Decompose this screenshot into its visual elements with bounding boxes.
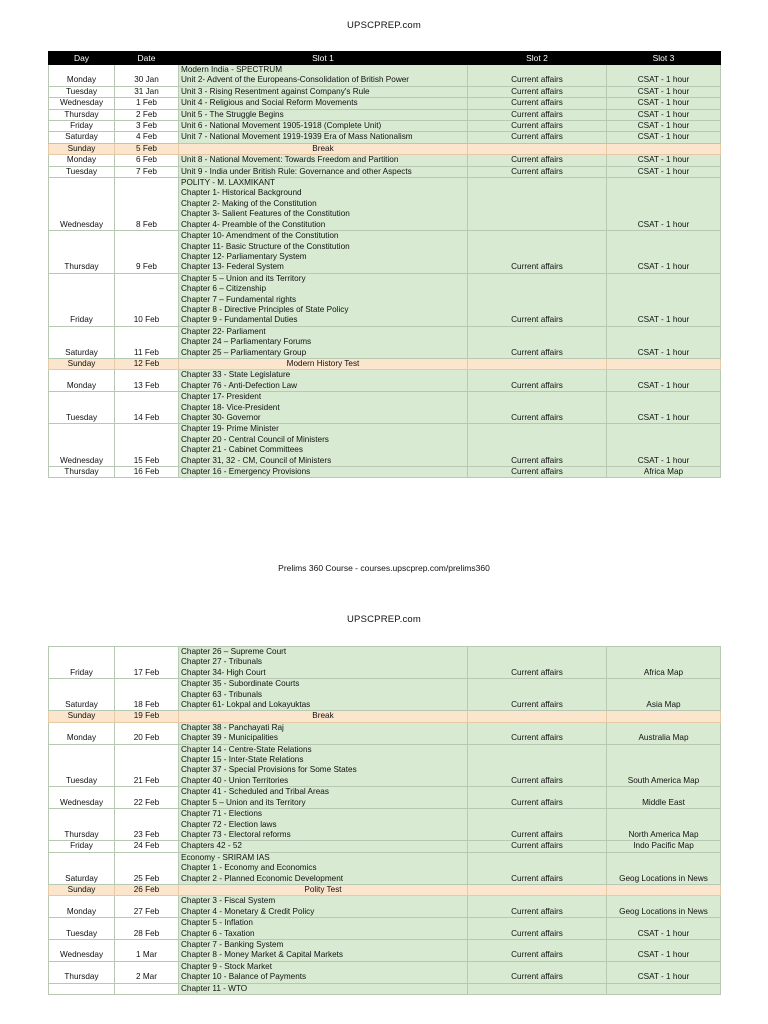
- slot-1-line: Chapter 16 - Emergency Provisions: [181, 467, 311, 477]
- cell-slot-3: [607, 884, 721, 895]
- cell-slot-3: South America Map: [607, 744, 721, 787]
- cell-date: 19 Feb: [115, 711, 179, 722]
- slot-1-line: Chapter 3- Salient Features of the Constitution: [181, 209, 350, 219]
- table-row: [49, 939, 721, 961]
- table-row: [49, 787, 721, 809]
- slot-1-line: Chapter 76 - Anti-Defection Law: [181, 380, 298, 390]
- slot-1-line: Unit 8 - National Movement: Towards Freedom and Partition: [181, 155, 399, 165]
- cell-slot-2: [468, 178, 607, 231]
- table-row: [49, 647, 721, 679]
- slot-1-line: Unit 6 - National Movement 1905-1918 (Complete Unit): [181, 121, 382, 131]
- cell-day: Saturday: [49, 132, 115, 143]
- cell-day: Monday: [49, 65, 115, 87]
- table-row: [49, 132, 721, 143]
- slot-1-line: Chapter 8 - Directive Principles of State Policy: [181, 304, 349, 314]
- cell-slot-1: [179, 370, 468, 392]
- slot-1-line: Polity Test: [304, 884, 342, 894]
- slot-1-line: Chapter 3 - Fiscal System: [181, 896, 276, 906]
- cell-slot-1: [179, 166, 468, 177]
- cell-slot-3: CSAT - 1 hour: [607, 939, 721, 961]
- cell-slot-3: CSAT - 1 hour: [607, 98, 721, 109]
- slot-1-line: Economy - SRIRAM IAS: [181, 852, 270, 862]
- cell-day: [49, 983, 115, 994]
- schedule-table-page-1: [48, 51, 721, 478]
- table-row: [49, 918, 721, 940]
- cell-slot-3: CSAT - 1 hour: [607, 273, 721, 326]
- cell-slot-1: [179, 86, 468, 97]
- cell-slot-2: Current affairs: [468, 918, 607, 940]
- cell-slot-3: Africa Map: [607, 467, 721, 478]
- slot-1-line: Chapter 40 - Union Territories: [181, 775, 289, 785]
- cell-date: 3 Feb: [115, 121, 179, 132]
- slot-1-line: Chapter 4- Preamble of the Constitution: [181, 219, 326, 229]
- cell-slot-3: Geog Locations in News: [607, 896, 721, 918]
- slot-1-line: Chapter 25 – Parliamentary Group: [181, 347, 307, 357]
- cell-day: Tuesday: [49, 86, 115, 97]
- cell-slot-3: CSAT - 1 hour: [607, 178, 721, 231]
- cell-slot-1: [179, 744, 468, 787]
- slot-1-line: Chapter 31, 32 - CM, Council of Ministers: [181, 455, 332, 465]
- cell-date: 15 Feb: [115, 424, 179, 467]
- cell-date: 28 Feb: [115, 918, 179, 940]
- slot-1-line: Chapter 61- Lokpal and Lokayuktas: [181, 700, 311, 710]
- holiday-row: [49, 884, 721, 895]
- cell-date: 23 Feb: [115, 809, 179, 841]
- cell-day: Saturday: [49, 326, 115, 358]
- cell-date: 2 Mar: [115, 961, 179, 983]
- cell-date: 17 Feb: [115, 647, 179, 679]
- cell-date: 20 Feb: [115, 722, 179, 744]
- slot-1-line: Chapter 71 - Elections: [181, 809, 263, 819]
- slot-1-line: Chapter 9 - Fundamental Duties: [181, 315, 298, 325]
- cell-slot-1: [179, 841, 468, 852]
- cell-date: 24 Feb: [115, 841, 179, 852]
- cell-date: 9 Feb: [115, 231, 179, 274]
- cell-slot-1: [179, 109, 468, 120]
- header-date: Date: [115, 52, 179, 65]
- site-title-page-2: UPSCPREP.com: [346, 614, 422, 625]
- cell-slot-3: CSAT - 1 hour: [607, 231, 721, 274]
- cell-date: 13 Feb: [115, 370, 179, 392]
- cell-slot-2: Current affairs: [468, 98, 607, 109]
- slot-1-line: Chapter 7 – Fundamental rights: [181, 294, 297, 304]
- table-row: [49, 370, 721, 392]
- cell-slot-2: Current affairs: [468, 273, 607, 326]
- table-row: [49, 679, 721, 711]
- table-row: [49, 166, 721, 177]
- cell-slot-3: CSAT - 1 hour: [607, 121, 721, 132]
- cell-slot-3: CSAT - 1 hour: [607, 132, 721, 143]
- cell-slot-3: [607, 711, 721, 722]
- slot-1-line: Break: [312, 711, 334, 721]
- slot-1-line: Chapter 1- Historical Background: [181, 188, 302, 198]
- cell-date: 11 Feb: [115, 326, 179, 358]
- slot-1-line: Chapter 6 – Citizenship: [181, 284, 267, 294]
- cell-slot-2: [468, 711, 607, 722]
- table-row: [49, 326, 721, 358]
- cell-date: 14 Feb: [115, 392, 179, 424]
- cell-slot-2: Current affairs: [468, 841, 607, 852]
- cell-slot-2: Current affairs: [468, 896, 607, 918]
- cell-slot-2: [468, 983, 607, 994]
- cell-slot-2: Current affairs: [468, 132, 607, 143]
- cell-slot-1: [179, 65, 468, 87]
- cell-slot-2: Current affairs: [468, 86, 607, 97]
- cell-slot-1: [179, 143, 468, 154]
- cell-date: 27 Feb: [115, 896, 179, 918]
- table-row: [49, 424, 721, 467]
- cell-day: Monday: [49, 722, 115, 744]
- table-row: [49, 273, 721, 326]
- table-header-row: [49, 52, 721, 65]
- cell-slot-1: [179, 983, 468, 994]
- cell-slot-1: [179, 787, 468, 809]
- cell-day: Thursday: [49, 809, 115, 841]
- holiday-row: [49, 143, 721, 154]
- cell-slot-3: [607, 143, 721, 154]
- slot-1-line: Chapter 27 - Tribunals: [181, 657, 263, 667]
- cell-date: [115, 983, 179, 994]
- slot-1-line: Chapter 12- Parliamentary System: [181, 251, 307, 261]
- cell-day: Friday: [49, 121, 115, 132]
- cell-date: 12 Feb: [115, 358, 179, 369]
- slot-1-line: Chapter 30- Governor: [181, 413, 261, 422]
- cell-slot-3: CSAT - 1 hour: [607, 155, 721, 166]
- cell-date: 1 Feb: [115, 98, 179, 109]
- cell-slot-1: [179, 918, 468, 940]
- cell-slot-1: [179, 326, 468, 358]
- holiday-row: [49, 358, 721, 369]
- cell-slot-2: Current affairs: [468, 370, 607, 392]
- slot-1-line: Chapter 5 - Inflation: [181, 918, 253, 928]
- cell-slot-1: [179, 231, 468, 274]
- cell-slot-2: Current affairs: [468, 155, 607, 166]
- slot-1-line: Chapter 4 - Monetary & Credit Policy: [181, 906, 315, 916]
- cell-slot-1: [179, 98, 468, 109]
- slot-1-line: Unit 5 - The Struggle Begins: [181, 109, 284, 119]
- cell-day: Wednesday: [49, 787, 115, 809]
- cell-slot-3: CSAT - 1 hour: [607, 86, 721, 97]
- cell-slot-2: Current affairs: [468, 961, 607, 983]
- cell-slot-2: [468, 358, 607, 369]
- cell-date: 18 Feb: [115, 679, 179, 711]
- cell-date: 26 Feb: [115, 884, 179, 895]
- cell-day: Tuesday: [49, 744, 115, 787]
- cell-date: 5 Feb: [115, 143, 179, 154]
- table-row: [49, 809, 721, 841]
- cell-slot-2: Current affairs: [468, 467, 607, 478]
- cell-slot-2: Current affairs: [468, 939, 607, 961]
- slot-1-line: Chapter 6 - Taxation: [181, 928, 255, 938]
- cell-slot-1: [179, 896, 468, 918]
- cell-slot-3: Middle East: [607, 787, 721, 809]
- cell-slot-3: CSAT - 1 hour: [607, 166, 721, 177]
- cell-date: 22 Feb: [115, 787, 179, 809]
- cell-date: 1 Mar: [115, 939, 179, 961]
- cell-slot-3: CSAT - 1 hour: [607, 918, 721, 940]
- slot-1-line: Chapter 5 – Union and its Territory: [181, 273, 306, 283]
- slot-1-line: Modern India - SPECTRUM: [181, 65, 283, 74]
- slot-1-line: Modern History Test: [286, 358, 360, 368]
- cell-slot-1: [179, 711, 468, 722]
- table-row: [49, 744, 721, 787]
- cell-slot-2: [468, 884, 607, 895]
- schedule-table-page-2: [48, 646, 721, 995]
- cell-date: 6 Feb: [115, 155, 179, 166]
- table-row: [49, 392, 721, 424]
- cell-slot-1: [179, 467, 468, 478]
- cell-date: 8 Feb: [115, 178, 179, 231]
- slot-1-line: Chapter 11- Basic Structure of the Constitution: [181, 241, 350, 251]
- cell-slot-3: Africa Map: [607, 647, 721, 679]
- cell-day: Monday: [49, 155, 115, 166]
- cell-slot-2: Current affairs: [468, 424, 607, 467]
- cell-slot-3: CSAT - 1 hour: [607, 370, 721, 392]
- slot-1-line: Chapter 15 - Inter-State Relations: [181, 755, 304, 765]
- slot-1-line: Chapter 63 - Tribunals: [181, 689, 263, 699]
- cell-slot-3: [607, 983, 721, 994]
- slot-1-line: Unit 4 - Religious and Social Reform Movements: [181, 98, 358, 108]
- slot-1-line: Chapter 13- Federal System: [181, 262, 284, 272]
- slot-1-line: Chapter 7 - Banking System: [181, 939, 284, 949]
- table-row: [49, 109, 721, 120]
- cell-day: Wednesday: [49, 98, 115, 109]
- table-row: [49, 983, 721, 994]
- cell-date: 2 Feb: [115, 109, 179, 120]
- cell-day: Sunday: [49, 358, 115, 369]
- cell-slot-1: [179, 273, 468, 326]
- slot-1-line: Chapter 37 - Special Provisions for Some States: [181, 765, 357, 775]
- cell-day: Thursday: [49, 961, 115, 983]
- cell-slot-1: [179, 121, 468, 132]
- cell-day: Tuesday: [49, 166, 115, 177]
- cell-slot-3: CSAT - 1 hour: [607, 961, 721, 983]
- slot-1-line: Chapter 10- Amendment of the Constitution: [181, 231, 339, 241]
- slot-1-line: Chapter 38 - Panchayati Raj: [181, 722, 284, 732]
- cell-slot-2: Current affairs: [468, 679, 607, 711]
- slot-1-line: Chapter 35 - Subordinate Courts: [181, 679, 300, 689]
- cell-day: Saturday: [49, 679, 115, 711]
- header-slot-2: Slot 2: [468, 52, 607, 65]
- cell-slot-1: [179, 358, 468, 369]
- cell-slot-3: CSAT - 1 hour: [607, 392, 721, 424]
- table-row: [49, 961, 721, 983]
- cell-slot-1: [179, 647, 468, 679]
- cell-slot-2: Current affairs: [468, 231, 607, 274]
- table-row: [49, 121, 721, 132]
- table-row: [49, 467, 721, 478]
- cell-slot-1: [179, 809, 468, 841]
- slot-1-line: Chapter 18- Vice-President: [181, 402, 280, 412]
- cell-day: Monday: [49, 896, 115, 918]
- cell-slot-2: Current affairs: [468, 787, 607, 809]
- cell-slot-2: Current affairs: [468, 647, 607, 679]
- cell-day: Tuesday: [49, 392, 115, 424]
- cell-day: Tuesday: [49, 918, 115, 940]
- slot-1-line: Chapter 22- Parliament: [181, 326, 266, 336]
- cell-slot-1: [179, 939, 468, 961]
- cell-date: 21 Feb: [115, 744, 179, 787]
- cell-slot-1: [179, 424, 468, 467]
- header-day: Day: [49, 52, 115, 65]
- cell-slot-3: [607, 358, 721, 369]
- table-row: [49, 896, 721, 918]
- cell-slot-1: [179, 155, 468, 166]
- cell-slot-2: Current affairs: [468, 166, 607, 177]
- cell-day: Sunday: [49, 143, 115, 154]
- table-row: [49, 231, 721, 274]
- slot-1-line: Chapter 26 – Supreme Court: [181, 647, 287, 656]
- slot-1-line: Chapter 14 - Centre-State Relations: [181, 744, 312, 754]
- header-slot-1: Slot 1: [179, 52, 468, 65]
- cell-slot-3: CSAT - 1 hour: [607, 326, 721, 358]
- slot-1-line: Chapter 10 - Balance of Payments: [181, 972, 307, 982]
- cell-slot-3: Indo Pacific Map: [607, 841, 721, 852]
- cell-slot-3: Geog Locations in News: [607, 852, 721, 884]
- cell-slot-1: [179, 679, 468, 711]
- slot-1-line: Chapter 5 – Union and its Territory: [181, 797, 306, 807]
- cell-slot-2: Current affairs: [468, 109, 607, 120]
- site-title-page-1: UPSCPREP.com: [346, 20, 422, 31]
- cell-slot-2: Current affairs: [468, 65, 607, 87]
- cell-date: 7 Feb: [115, 166, 179, 177]
- cell-slot-1: [179, 884, 468, 895]
- slot-1-line: Chapter 34- High Court: [181, 667, 266, 677]
- slot-1-line: Chapter 2- Making of the Constitution: [181, 198, 317, 208]
- header-slot-3: Slot 3: [607, 52, 721, 65]
- slot-1-line: Unit 2- Advent of the Europeans-Consolidation of British Power: [181, 75, 410, 85]
- cell-slot-2: [468, 143, 607, 154]
- cell-day: Monday: [49, 370, 115, 392]
- cell-slot-2: Current affairs: [468, 326, 607, 358]
- cell-day: Saturday: [49, 852, 115, 884]
- cell-slot-1: [179, 178, 468, 231]
- table-row: [49, 852, 721, 884]
- cell-day: Friday: [49, 647, 115, 679]
- slot-1-line: Chapter 21 - Cabinet Committees: [181, 445, 303, 455]
- slot-1-line: Chapter 24 – Parliamentary Forums: [181, 337, 312, 347]
- footer-course-link: Prelims 360 Course - courses.upscprep.com/prelims360: [278, 563, 490, 573]
- cell-date: 25 Feb: [115, 852, 179, 884]
- cell-date: 10 Feb: [115, 273, 179, 326]
- table-row: [49, 155, 721, 166]
- cell-day: Wednesday: [49, 939, 115, 961]
- table-row: [49, 86, 721, 97]
- slot-1-line: Chapter 2 - Planned Economic Development: [181, 873, 344, 883]
- cell-day: Friday: [49, 273, 115, 326]
- cell-slot-1: [179, 132, 468, 143]
- slot-1-line: Chapter 33 - State Legislature: [181, 370, 291, 380]
- slot-1-line: Chapter 19- Prime Minister: [181, 424, 279, 434]
- slot-1-line: POLITY - M. LAXMIKANT: [181, 178, 276, 188]
- slot-1-line: Break: [312, 143, 334, 153]
- cell-slot-2: Current affairs: [468, 392, 607, 424]
- cell-slot-2: Current affairs: [468, 722, 607, 744]
- table-row: [49, 178, 721, 231]
- table-row: [49, 841, 721, 852]
- cell-slot-1: [179, 722, 468, 744]
- cell-slot-3: Australia Map: [607, 722, 721, 744]
- cell-day: Thursday: [49, 467, 115, 478]
- cell-slot-2: Current affairs: [468, 809, 607, 841]
- slot-1-line: Chapter 41 - Scheduled and Tribal Areas: [181, 787, 329, 797]
- slot-1-line: Chapter 17- President: [181, 392, 262, 402]
- slot-1-line: Chapter 73 - Electoral reforms: [181, 829, 291, 839]
- slot-1-line: Chapter 72 - Election laws: [181, 819, 277, 829]
- cell-slot-1: [179, 852, 468, 884]
- cell-day: Wednesday: [49, 178, 115, 231]
- cell-day: Wednesday: [49, 424, 115, 467]
- slot-1-line: Unit 3 - Rising Resentment against Company's Rule: [181, 86, 370, 96]
- table-row: [49, 98, 721, 109]
- cell-slot-2: Current affairs: [468, 744, 607, 787]
- slot-1-line: Chapter 11 - WTO: [181, 983, 248, 993]
- cell-day: Thursday: [49, 109, 115, 120]
- cell-slot-3: CSAT - 1 hour: [607, 109, 721, 120]
- cell-slot-3: Asia Map: [607, 679, 721, 711]
- table-row: [49, 722, 721, 744]
- slot-1-line: Chapter 20 - Central Council of Ministers: [181, 434, 329, 444]
- cell-day: Thursday: [49, 231, 115, 274]
- slot-1-line: Chapter 1 - Economy and Economics: [181, 863, 317, 873]
- cell-slot-1: [179, 961, 468, 983]
- slot-1-line: Unit 9 - India under British Rule: Governance and other Aspects: [181, 166, 412, 176]
- cell-date: 30 Jan: [115, 65, 179, 87]
- cell-day: Sunday: [49, 884, 115, 895]
- slot-1-line: Unit 7 - National Movement 1919-1939 Era of Mass Nationalism: [181, 132, 413, 142]
- cell-day: Sunday: [49, 711, 115, 722]
- cell-date: 4 Feb: [115, 132, 179, 143]
- holiday-row: [49, 711, 721, 722]
- cell-slot-3: CSAT - 1 hour: [607, 65, 721, 87]
- table-row: [49, 65, 721, 87]
- slot-1-line: Chapter 39 - Municipalities: [181, 733, 278, 743]
- cell-day: Friday: [49, 841, 115, 852]
- cell-slot-3: North America Map: [607, 809, 721, 841]
- slot-1-line: Chapter 8 - Money Market & Capital Markets: [181, 950, 343, 960]
- cell-slot-3: CSAT - 1 hour: [607, 424, 721, 467]
- slot-1-line: Chapters 42 - 52: [181, 841, 242, 851]
- cell-date: 16 Feb: [115, 467, 179, 478]
- cell-slot-1: [179, 392, 468, 424]
- cell-slot-2: Current affairs: [468, 852, 607, 884]
- slot-1-line: Chapter 9 - Stock Market: [181, 961, 273, 971]
- cell-slot-2: Current affairs: [468, 121, 607, 132]
- cell-date: 31 Jan: [115, 86, 179, 97]
